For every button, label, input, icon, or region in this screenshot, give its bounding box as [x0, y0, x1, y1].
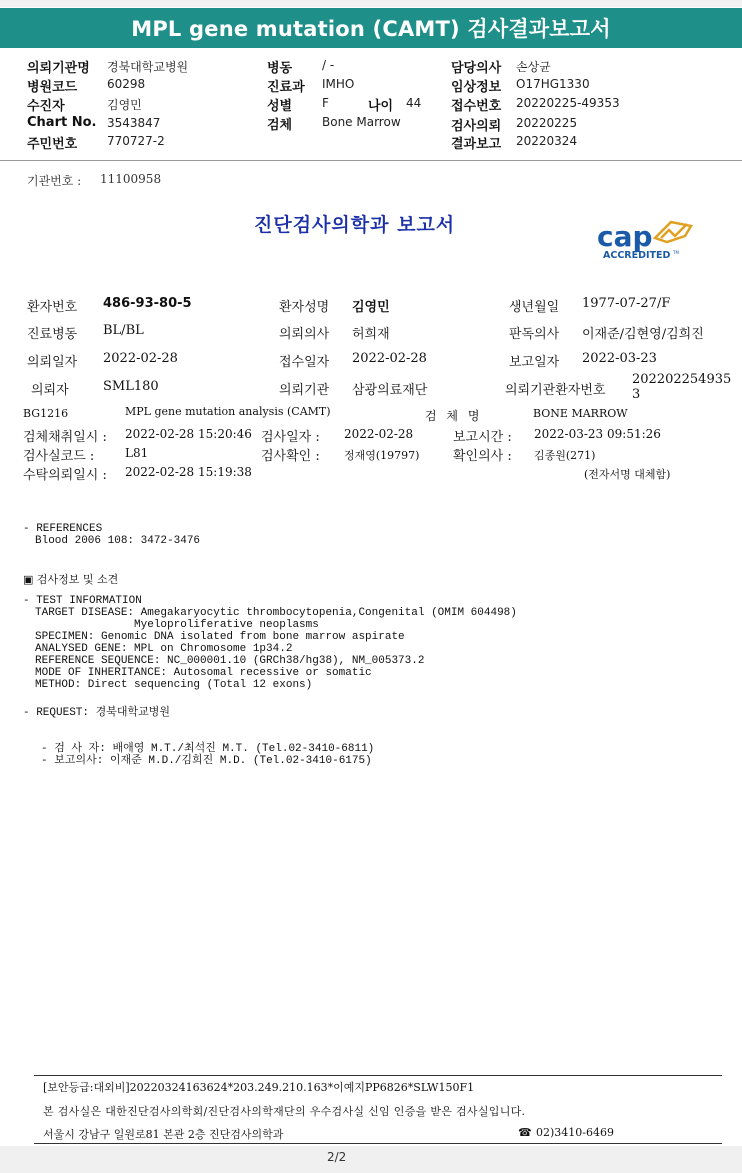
top-strip — [0, 0, 742, 7]
request-line: - REQUEST: 경북대학교병원 — [23, 707, 170, 719]
header-label: 임상정보 — [451, 80, 502, 95]
certification-text: 본 검사실은 대한진단검사의학회/진단검사의학재단의 우수검사실 신임 인증을 받은 검사실입니다. — [43, 1105, 526, 1118]
header-label: 검사의뢰 — [451, 119, 502, 134]
lab-phone: 02)3410-6469 — [536, 1126, 614, 1139]
patient-label: 접수일자 — [279, 355, 330, 370]
patient-label: 생년월일 — [509, 300, 560, 315]
info-line: MODE OF INHERITANCE: Autosomal recessive or somatic — [35, 667, 372, 679]
phone-icon: ☎ — [518, 1126, 532, 1139]
esign-note: (전자서명 대체함) — [584, 468, 671, 481]
patient-value: 이재준/김현영/김희진 — [582, 327, 704, 342]
patient-value: 1977-07-27/F — [582, 296, 671, 311]
footer-divider-top — [34, 1075, 722, 1076]
patient-value: BL/BL — [103, 323, 144, 338]
patient-label: 의뢰의사 — [279, 327, 330, 342]
svg-text:ACCREDITED: ACCREDITED — [603, 250, 671, 261]
header-label: 담당의사 — [451, 61, 502, 76]
room-label: 검사실코드 : — [23, 449, 95, 464]
header-value: O17HG1330 — [516, 77, 590, 91]
security-line: [보안등급:대외비]20220324163624*203.249.210.163*이예지PP6826*SLW150F1 — [43, 1081, 475, 1094]
report-title: 진단검사의학과 보고서 — [254, 214, 456, 236]
info-line: REFERENCE SEQUENCE: NC_000001.10 (GRCh38/hg38), NM_005373.2 — [35, 655, 425, 667]
test-information-heading: - TEST INFORMATION — [23, 595, 142, 607]
info-line: Myeloproliferative neoplasms — [35, 619, 319, 631]
patient-value: 허희재 — [352, 327, 390, 342]
patient-label: 의뢰자 — [31, 383, 69, 398]
specimen-label: 검 체 명 — [425, 409, 483, 423]
references-text: Blood 2006 108: 3472-3476 — [35, 535, 201, 547]
patient-label: 의뢰기관환자번호 — [505, 383, 606, 398]
patient-label: 보고일자 — [509, 355, 560, 370]
testdate-label: 검사일자 : — [261, 430, 320, 445]
order-value: 2022-02-28 15:19:38 — [125, 465, 252, 479]
footer-divider-bottom — [34, 1143, 722, 1144]
collect-label: 검체채취일시 : — [23, 430, 107, 445]
header-label: 의뢰기관명 — [27, 61, 90, 76]
cap-accredited-logo — [597, 216, 697, 262]
page-number: 2/2 — [327, 1150, 347, 1164]
confirm-label: 검사확인 : — [261, 449, 320, 464]
patient-label: 의뢰기관 — [279, 383, 330, 398]
confirm-value: 정재영(19797) — [344, 449, 420, 462]
patient-value: 2022-03-23 — [582, 351, 657, 366]
staff-line: - 검 사 자: 배애영 M.T./최석진 M.T. (Tel.02-3410-6811) — [41, 743, 375, 755]
patient-label: 의뢰일자 — [27, 355, 78, 370]
collect-value: 2022-02-28 15:20:46 — [125, 427, 252, 441]
header-value: 손상균 — [516, 60, 551, 74]
room-value: L81 — [125, 446, 149, 460]
references-heading: - REFERENCES — [23, 523, 103, 535]
header-value: IMHO — [322, 77, 355, 91]
header-value: / - — [322, 58, 335, 72]
info-line: SPECIMEN: Genomic DNA isolated from bone marrow aspirate — [35, 631, 405, 643]
header-label: 결과보고 — [451, 137, 502, 152]
patient-value: 삼광의료재단 — [352, 383, 428, 398]
patient-label: 환자번호 — [27, 300, 78, 315]
header-label: Chart No. — [27, 115, 97, 130]
header-label: 병동 — [267, 61, 293, 76]
page-indicator-bar — [0, 1146, 742, 1173]
header-label: 성별 — [267, 99, 293, 114]
header-label: 검체 — [267, 118, 293, 133]
info-line: ANALYSED GENE: MPL on Chromosome 1p34.2 — [35, 643, 293, 655]
patient-value: 486-93-80-5 — [103, 296, 192, 311]
order-label: 수탁의뢰일시 : — [23, 468, 107, 483]
section-heading: ▣ 검사정보 및 소견 — [23, 573, 119, 586]
institution-value: 11100958 — [100, 172, 162, 186]
reporttime-value: 2022-03-23 09:51:26 — [534, 427, 661, 441]
testdate-value: 2022-02-28 — [344, 427, 414, 441]
patient-label: 환자성명 — [279, 300, 330, 315]
patient-value: SML180 — [103, 379, 159, 394]
patient-value: 202202254935 — [632, 372, 732, 387]
patient-value-cont: 3 — [632, 387, 641, 402]
info-line: TARGET DISEASE: Amegakaryocytic thrombocytopenia,Congenital (OMIM 604498) — [35, 607, 517, 619]
test-code: BG1216 — [23, 407, 69, 420]
age-value: 44 — [406, 96, 422, 110]
lab-address: 서울시 강남구 일원로81 본관 2층 진단검사의학과 — [43, 1128, 284, 1141]
doctor-label: 확인의사 : — [453, 449, 512, 464]
patient-value: 김영민 — [352, 300, 390, 315]
patient-value: 2022-02-28 — [103, 351, 178, 366]
institution-label: 기관번호 : — [27, 174, 82, 188]
age-label: 나이 — [368, 99, 394, 114]
cap-logo-icon — [597, 216, 697, 262]
header-label: 진료과 — [267, 80, 305, 95]
header-value: F — [322, 96, 329, 110]
specimen-value: BONE MARROW — [533, 407, 628, 420]
patient-label: 진료병동 — [27, 327, 78, 342]
svg-text:cap: cap — [597, 220, 653, 253]
patient-value: 2022-02-28 — [352, 351, 427, 366]
header-value: Bone Marrow — [322, 115, 401, 129]
reporttime-label: 보고시간 : — [453, 430, 512, 445]
header-label: 병원코드 — [27, 80, 78, 95]
header-value: 20220225 — [516, 116, 578, 130]
report-banner-title: MPL gene mutation (CAMT) 검사결과보고서 — [0, 8, 742, 48]
svg-text:TM: TM — [673, 250, 679, 255]
info-line: METHOD: Direct sequencing (Total 12 exons) — [35, 679, 313, 691]
header-divider — [0, 160, 742, 161]
header-value: 3543847 — [107, 116, 161, 130]
header-value: 김영민 — [107, 98, 142, 112]
header-value: 20220324 — [516, 134, 578, 148]
header-label: 접수번호 — [451, 99, 502, 114]
patient-label: 판독의사 — [509, 327, 560, 342]
header-value: 770727-2 — [107, 134, 165, 148]
header-label: 주민번호 — [27, 137, 78, 152]
test-name: MPL gene mutation analysis (CAMT) — [125, 405, 331, 418]
header-value: 60298 — [107, 77, 146, 91]
header-value: 20220225-49353 — [516, 96, 620, 110]
doctor-value: 김종원(271) — [534, 449, 596, 462]
header-label: 수진자 — [27, 99, 65, 114]
staff-line: - 보고의사: 이재준 M.D./김희진 M.D. (Tel.02-3410-6175) — [41, 755, 372, 767]
header-value: 경북대학교병원 — [107, 60, 189, 74]
